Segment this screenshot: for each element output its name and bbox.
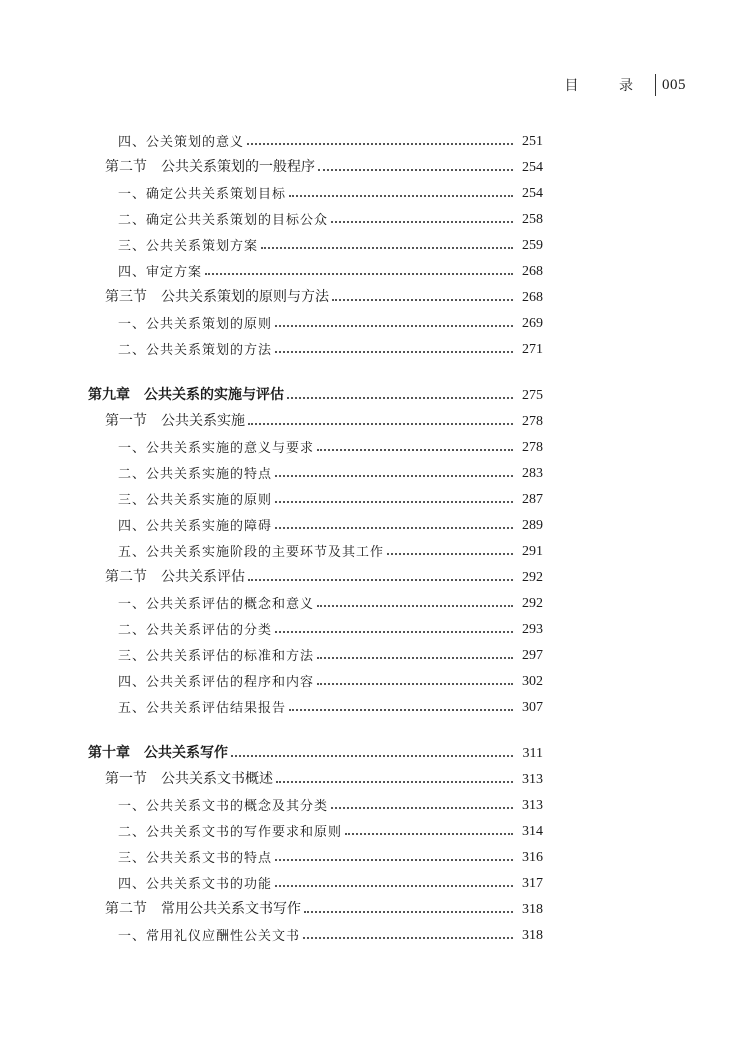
toc-page-number: 302 xyxy=(522,674,543,689)
toc-item-row xyxy=(88,228,543,254)
toc-entry-text: 公共关系策划的原则与方法 xyxy=(161,289,329,305)
dot-leader xyxy=(275,527,513,529)
toc-entry-text: 四、审定方案 xyxy=(118,265,203,280)
toc-page-number: 275 xyxy=(522,388,543,403)
dot-leader xyxy=(318,169,513,171)
toc-page-number: 293 xyxy=(522,622,543,637)
dot-leader xyxy=(331,221,513,223)
toc-page-number: 287 xyxy=(522,492,543,507)
header-divider xyxy=(655,74,656,96)
toc-page-number: 289 xyxy=(522,518,543,533)
dot-leader xyxy=(248,579,513,581)
toc-item-row xyxy=(88,814,543,840)
toc-item-row xyxy=(88,456,543,482)
toc-entry-title xyxy=(118,697,286,716)
dot-leader xyxy=(289,709,513,711)
toc-entry-title xyxy=(88,384,284,404)
dot-leader xyxy=(387,553,513,555)
toc-entry-title xyxy=(118,541,384,560)
dot-leader xyxy=(332,299,513,301)
toc-page-number: 268 xyxy=(522,264,543,279)
toc-entry-text: 一、公共关系文书的概念及其分类 xyxy=(118,799,329,814)
toc-entry-number: 第三节 xyxy=(105,289,147,305)
toc-section-row xyxy=(88,150,543,176)
dot-leader xyxy=(345,833,513,835)
dot-leader xyxy=(275,351,513,353)
toc-entry-title xyxy=(118,131,244,150)
toc-entry-text: 四、公共关系评估的程序和内容 xyxy=(118,675,315,690)
toc-entry-title xyxy=(118,925,300,944)
dot-leader xyxy=(275,325,513,327)
dot-leader xyxy=(275,885,513,887)
toc-item-row xyxy=(88,612,543,638)
dot-leader xyxy=(261,247,513,249)
dot-leader xyxy=(247,143,513,145)
toc-entry-title xyxy=(118,619,272,638)
toc-entry-text: 三、公共关系文书的特点 xyxy=(118,851,273,866)
toc-page-number: 251 xyxy=(522,134,543,149)
toc-entry-title xyxy=(118,437,314,456)
toc-entry-title xyxy=(88,742,228,762)
toc-item-row xyxy=(88,508,543,534)
toc-item-row xyxy=(88,690,543,716)
toc-entry-title xyxy=(105,410,245,430)
toc-page-number: 268 xyxy=(522,290,543,305)
toc-page-number: 278 xyxy=(522,440,543,455)
toc-entry-number: 第一节 xyxy=(105,771,147,787)
toc-entry-text: 一、常用礼仪应酬性公关文书 xyxy=(118,929,301,944)
toc-page-number: 313 xyxy=(522,772,543,787)
dot-leader xyxy=(275,501,513,503)
toc-item-row xyxy=(88,202,543,228)
toc-entry-title xyxy=(105,768,273,788)
dot-leader xyxy=(248,423,513,425)
toc-entry-title xyxy=(105,286,329,306)
toc-entry-title xyxy=(118,489,272,508)
header-page-number: 005 xyxy=(662,76,686,93)
toc-entry-text: 三、公共关系实施的原则 xyxy=(118,493,273,508)
dot-leader xyxy=(276,781,513,783)
toc-section-row xyxy=(88,404,543,430)
toc-item-row xyxy=(88,306,543,332)
toc-entry-title xyxy=(118,313,272,332)
toc-chapter-row xyxy=(88,378,543,404)
toc-item-row xyxy=(88,866,543,892)
toc-entry-title xyxy=(118,873,272,892)
toc-section-row xyxy=(88,280,543,306)
toc-page-number: 292 xyxy=(522,570,543,585)
toc-page-number: 269 xyxy=(522,316,543,331)
dot-leader xyxy=(331,807,513,809)
dot-leader xyxy=(275,631,513,633)
dot-leader xyxy=(303,937,513,939)
toc-entry-title xyxy=(118,515,272,534)
toc-entry-title xyxy=(118,847,272,866)
toc-item-row xyxy=(88,176,543,202)
toc-entry-text: 公共关系实施 xyxy=(161,413,245,429)
toc-page-number: 307 xyxy=(522,700,543,715)
toc-entry-title xyxy=(118,209,328,228)
toc-entry-text: 常用公共关系文书写作 xyxy=(161,901,301,917)
toc-item-row xyxy=(88,918,543,944)
dot-leader xyxy=(317,683,513,685)
toc-page-number: 318 xyxy=(522,902,543,917)
toc-item-row xyxy=(88,840,543,866)
toc-entry-text: 四、公共关系实施的障碍 xyxy=(118,519,273,534)
toc-item-row xyxy=(88,430,543,456)
toc-chapter-row xyxy=(88,736,543,762)
toc-page-number: 317 xyxy=(522,876,543,891)
toc-entry-text: 二、公共关系评估的分类 xyxy=(118,623,273,638)
toc-page-number: 291 xyxy=(522,544,543,559)
toc-entry-number: 第二节 xyxy=(105,569,147,585)
toc-page-number: 283 xyxy=(522,466,543,481)
header-title: 目 录 xyxy=(564,78,651,94)
running-header xyxy=(565,74,686,96)
toc-entry-title xyxy=(118,339,272,358)
toc-item-row xyxy=(88,254,543,280)
toc-entry-title xyxy=(118,795,328,814)
toc-entry-number: 第一节 xyxy=(105,413,147,429)
toc-entry-text: 四、公共关系文书的功能 xyxy=(118,877,273,892)
toc-section-row xyxy=(88,560,543,586)
dot-leader xyxy=(275,859,513,861)
toc-entry-text: 五、公共关系实施阶段的主要环节及其工作 xyxy=(118,545,385,560)
toc-page-number: 271 xyxy=(522,342,543,357)
toc-entry-number: 第二节 xyxy=(105,901,147,917)
toc-entry-title xyxy=(118,183,286,202)
toc-entry-title xyxy=(118,261,202,280)
toc-entry-text: 公共关系写作 xyxy=(144,745,228,761)
toc-item-row xyxy=(88,788,543,814)
dot-leader xyxy=(289,195,513,197)
toc-page-number: 258 xyxy=(522,212,543,227)
toc-entry-title xyxy=(105,566,245,586)
toc-page-number: 316 xyxy=(522,850,543,865)
toc-entry-title xyxy=(105,156,315,176)
toc-item-row xyxy=(88,638,543,664)
toc-page-number: 297 xyxy=(522,648,543,663)
toc-entry-text: 一、公共关系策划的原则 xyxy=(118,317,273,332)
toc-page-number: 313 xyxy=(522,798,543,813)
toc-entry-title xyxy=(118,235,258,254)
toc-entry-text: 二、公共关系实施的特点 xyxy=(118,467,273,482)
toc-page-number: 254 xyxy=(522,186,543,201)
toc-entry-text: 公共关系策划的一般程序 xyxy=(161,159,315,175)
toc-entry-number: 第二节 xyxy=(105,159,147,175)
toc-page-number: 314 xyxy=(522,824,543,839)
dot-leader xyxy=(287,397,513,399)
dot-leader xyxy=(317,605,513,607)
toc-entry-text: 公共关系评估 xyxy=(161,569,245,585)
toc-item-row xyxy=(88,332,543,358)
toc-section-row xyxy=(88,892,543,918)
toc-entry-text: 四、公关策划的意义 xyxy=(118,135,245,150)
toc-entry-text: 一、公共关系实施的意义与要求 xyxy=(118,441,315,456)
toc-entry-text: 公共关系文书概述 xyxy=(161,771,273,787)
toc-entry-text: 二、公共关系文书的写作要求和原则 xyxy=(118,825,343,840)
toc-entry-title xyxy=(105,898,301,918)
toc-entry-text: 公共关系的实施与评估 xyxy=(144,387,284,403)
toc-item-row xyxy=(88,482,543,508)
toc-entry-title xyxy=(118,463,272,482)
toc-page-number: 292 xyxy=(522,596,543,611)
toc-entry-number: 第十章 xyxy=(88,745,130,761)
toc-entry-title xyxy=(118,593,314,612)
chapter-spacer xyxy=(88,358,543,378)
toc-entry-title xyxy=(118,671,314,690)
table-of-contents xyxy=(88,124,543,944)
toc-item-row xyxy=(88,124,543,150)
toc-entry-text: 三、公共关系评估的标准和方法 xyxy=(118,649,315,664)
toc-item-row xyxy=(88,534,543,560)
toc-page-number: 254 xyxy=(522,160,543,175)
dot-leader xyxy=(317,657,513,659)
toc-page-number: 259 xyxy=(522,238,543,253)
toc-item-row xyxy=(88,586,543,612)
toc-page-number: 318 xyxy=(522,928,543,943)
dot-leader xyxy=(304,911,513,913)
dot-leader xyxy=(317,449,513,451)
chapter-spacer xyxy=(88,716,543,736)
dot-leader xyxy=(205,273,513,275)
toc-entry-title xyxy=(118,645,314,664)
dot-leader xyxy=(231,755,513,757)
toc-entry-text: 二、确定公共关系策划的目标公众 xyxy=(118,213,329,228)
toc-page-number: 278 xyxy=(522,414,543,429)
dot-leader xyxy=(275,475,513,477)
toc-entry-number: 第九章 xyxy=(88,387,130,403)
toc-page-number: 311 xyxy=(522,746,543,761)
toc-entry-text: 二、公共关系策划的方法 xyxy=(118,343,273,358)
toc-item-row xyxy=(88,664,543,690)
toc-section-row xyxy=(88,762,543,788)
toc-entry-text: 三、公共关系策划方案 xyxy=(118,239,259,254)
toc-entry-text: 一、公共关系评估的概念和意义 xyxy=(118,597,315,612)
toc-entry-text: 五、公共关系评估结果报告 xyxy=(118,701,287,716)
toc-entry-title xyxy=(118,821,342,840)
toc-entry-text: 一、确定公共关系策划目标 xyxy=(118,187,287,202)
